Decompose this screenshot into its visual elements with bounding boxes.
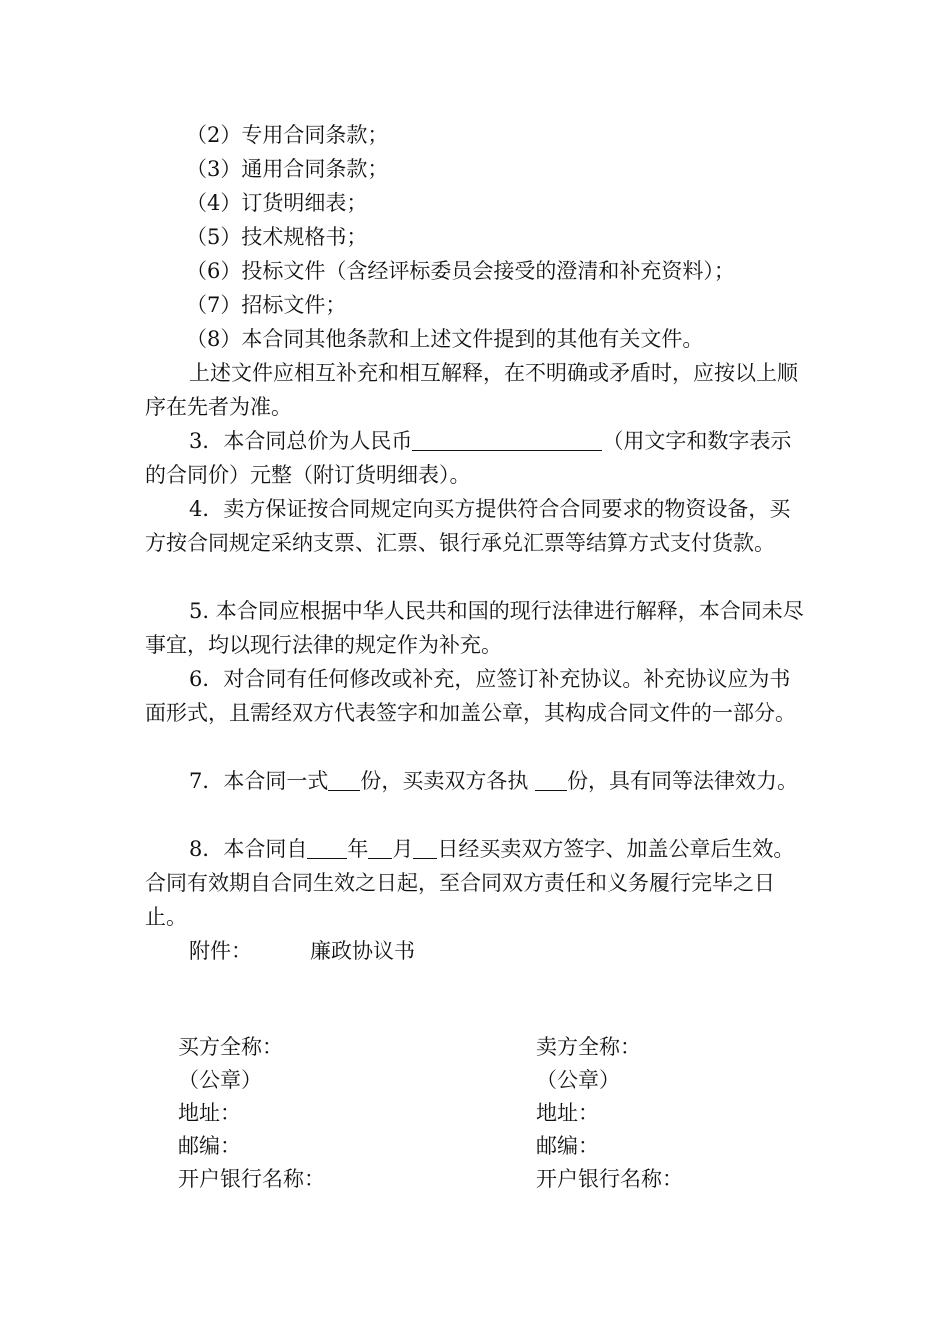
seller-bank-label: 开户银行名称： [536, 1167, 683, 1191]
order-precedence-paragraph: 上述文件应相互补充和相互解释，在不明确或矛盾时，应按以上顺序在先者为准。 [145, 361, 798, 419]
clause-8-effective [145, 832, 815, 934]
document-list-item: （4）订货明细表； [186, 191, 368, 215]
document-list-item: （8）本合同其他条款和上述文件提到的其他有关文件。 [186, 327, 704, 351]
buyer-seal-label: （公章） [178, 1068, 262, 1092]
clause-7-copies [145, 764, 805, 798]
document-list-item: （5）技术规格书； [186, 225, 368, 249]
contract-price-blank [412, 428, 602, 451]
clause-8-text-d: 日经买卖双方签字、加盖公章后生效。合同有效期自合同生效之日起，至合同双方责任和义务履行完毕之日止。 [145, 837, 795, 929]
clause-7-text-b: 份，买卖双方各执 [360, 769, 536, 793]
clause-5-law: 5. 本合同应根据中华人民共和国的现行法律进行解释，本合同未尽事宜，均以现行法律的规定作为补充。 [145, 599, 804, 657]
attachment-label: 附件： [189, 939, 252, 963]
year-blank [307, 836, 347, 859]
day-blank [413, 836, 437, 859]
document-list-item: （2）专用合同条款； [186, 123, 389, 147]
copies-total-blank [328, 768, 360, 791]
clause-4-payment: 4．卖方保证按合同规定向买方提供符合合同要求的物资设备，买方按合同规定采纳支票、汇票、银行承兑汇票等结算方式支付货款。 [145, 497, 791, 555]
seller-signature-block [536, 1030, 683, 1195]
document-list-item: （7）招标文件； [186, 293, 347, 317]
buyer-address-label: 地址： [178, 1101, 241, 1125]
buyer-postcode-label: 邮编： [178, 1134, 241, 1158]
clause-7-text-c: 份，具有同等法律效力。 [567, 769, 799, 793]
buyer-bank-label: 开户银行名称： [178, 1167, 325, 1191]
clause-7-text-a: 7．本合同一式 [189, 769, 329, 793]
clause-3-total-price [145, 424, 805, 492]
clause-8-month-label: 月 [392, 837, 414, 861]
seller-postcode-label: 邮编： [536, 1134, 599, 1158]
clause-3-text-before: 3．本合同总价为人民币 [189, 429, 413, 453]
attachment-line [189, 934, 415, 968]
month-blank [368, 836, 392, 859]
seller-address-label: 地址： [536, 1101, 599, 1125]
clause-3-text-after: （用文字和数字表示的合同价）元整（附订货明细表）。 [145, 429, 792, 487]
seller-name-label: 卖方全称： [536, 1035, 641, 1059]
buyer-name-label: 买方全称： [178, 1035, 283, 1059]
attachment-name: 廉政协议书 [310, 939, 415, 963]
document-list-item: （3）通用合同条款； [186, 157, 389, 181]
clause-8-text-a: 8．本合同自 [189, 837, 308, 861]
seller-seal-label: （公章） [536, 1068, 620, 1092]
document-list-item: （6）投标文件（含经评标委员会接受的澄清和补充资料）； [186, 259, 735, 283]
clause-8-year-label: 年 [347, 837, 369, 861]
clause-6-amendment: 6．对合同有任何修改或补充，应签订补充协议。补充协议应为书面形式，且需经双方代表签字和加盖公章，其构成合同文件的一部分。 [145, 667, 796, 725]
copies-each-blank [535, 768, 567, 791]
buyer-signature-block [178, 1030, 325, 1195]
